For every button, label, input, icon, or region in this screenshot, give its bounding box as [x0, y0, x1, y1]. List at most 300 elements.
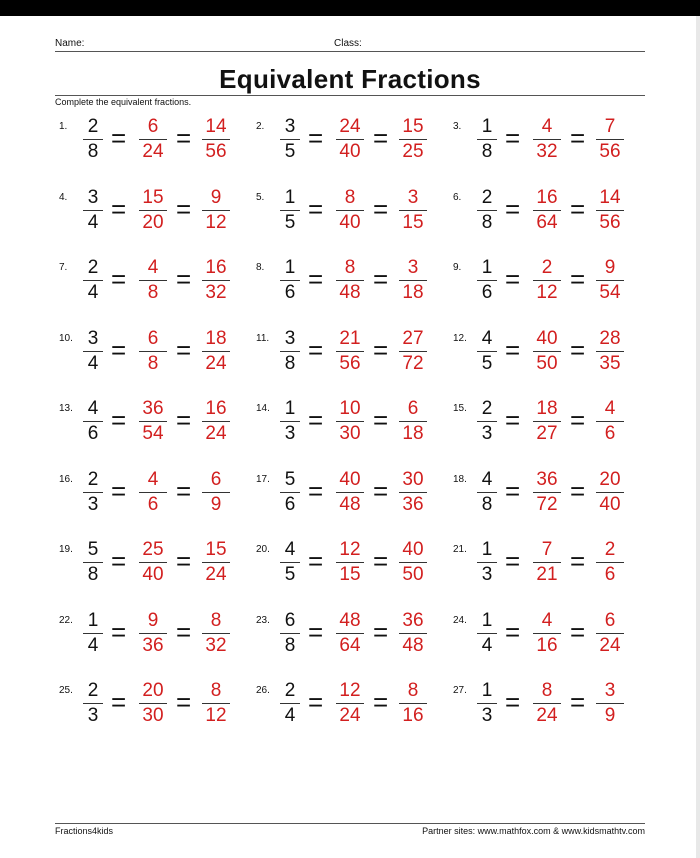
- numerator: 4: [147, 257, 159, 278]
- denominator: 24: [536, 705, 558, 726]
- denominator: 9: [210, 493, 222, 515]
- problem-item: [449, 535, 649, 605]
- denominator: 40: [142, 564, 164, 585]
- equals-sign: =: [176, 616, 192, 647]
- denominator: 21: [536, 564, 558, 585]
- numerator: 3: [604, 680, 616, 701]
- numerator: 7: [541, 539, 553, 560]
- equals-sign: =: [505, 193, 521, 224]
- equals-sign: =: [373, 687, 389, 717]
- problem-item: [252, 324, 452, 394]
- answer-fraction-2: [590, 610, 630, 657]
- equals-sign: =: [176, 264, 192, 294]
- title-divider: [55, 95, 645, 96]
- answer-fraction-2: [590, 539, 630, 586]
- numerator: 14: [205, 116, 227, 137]
- numerator: 4: [541, 609, 553, 631]
- numerator: 2: [87, 116, 99, 137]
- answer-fraction-1: [527, 328, 567, 375]
- given-fraction: [81, 116, 105, 163]
- answer-fraction-1: [330, 257, 370, 304]
- answer-fraction-1: [527, 187, 567, 234]
- numerator: 2: [87, 257, 99, 278]
- equals-sign: =: [308, 475, 324, 506]
- denominator: 8: [481, 493, 493, 515]
- denominator: 6: [284, 493, 296, 515]
- given-fraction: [475, 610, 499, 657]
- equals-sign: =: [111, 193, 127, 224]
- problem-item: [55, 676, 255, 746]
- problem-item: [449, 394, 649, 464]
- denominator: 50: [402, 564, 424, 585]
- denominator: 4: [87, 634, 99, 656]
- equals-sign: =: [176, 123, 192, 153]
- numerator: 40: [402, 539, 424, 560]
- numerator: 21: [339, 327, 361, 349]
- answer-fraction-2: [196, 187, 236, 234]
- equals-sign: =: [505, 264, 521, 294]
- given-fraction: [278, 116, 302, 163]
- numerator: 48: [339, 609, 361, 631]
- problem-item: [252, 394, 452, 464]
- equals-sign: =: [505, 687, 521, 717]
- given-fraction: [475, 116, 499, 163]
- denominator: 12: [205, 211, 227, 233]
- denominator: 24: [205, 564, 227, 585]
- answer-fraction-2: [590, 469, 630, 516]
- answer-fraction-1: [527, 610, 567, 657]
- equals-sign: =: [176, 405, 192, 435]
- numerator: 18: [205, 327, 227, 349]
- answer-fraction-2: [393, 257, 433, 304]
- numerator: 20: [599, 468, 621, 490]
- denominator: 24: [142, 141, 164, 162]
- denominator: 32: [205, 634, 227, 656]
- equals-sign: =: [111, 405, 127, 435]
- given-fraction: [475, 398, 499, 445]
- equals-sign: =: [176, 687, 192, 717]
- answer-fraction-1: [133, 469, 173, 516]
- name-class-line: [55, 36, 645, 52]
- answer-fraction-1: [133, 680, 173, 727]
- problem-item: [449, 676, 649, 746]
- answer-fraction-1: [330, 469, 370, 516]
- numerator: 1: [481, 539, 493, 560]
- answer-fraction-2: [196, 680, 236, 727]
- denominator: 3: [481, 564, 493, 585]
- equals-sign: =: [505, 546, 521, 576]
- numerator: 4: [541, 116, 553, 137]
- answer-fraction-2: [393, 680, 433, 727]
- problem-number: 19.: [59, 544, 73, 555]
- denominator: 24: [205, 352, 227, 374]
- equals-sign: =: [176, 475, 192, 506]
- given-fraction: [278, 398, 302, 445]
- denominator: 24: [339, 705, 361, 726]
- equals-sign: =: [373, 546, 389, 576]
- denominator: 6: [284, 282, 296, 303]
- equals-sign: =: [308, 687, 324, 717]
- numerator: 40: [339, 468, 361, 490]
- problem-item: [55, 394, 255, 464]
- footer-partner-sites: Partner sites: www.mathfox.com & www.kidsmathtv.com: [422, 826, 645, 836]
- denominator: 32: [536, 141, 558, 162]
- numerator: 3: [407, 186, 419, 208]
- numerator: 6: [210, 468, 222, 490]
- answer-fraction-1: [527, 257, 567, 304]
- answer-fraction-2: [590, 116, 630, 163]
- problem-number: 3.: [453, 121, 462, 132]
- problem-number: 15.: [453, 403, 467, 414]
- answer-fraction-1: [330, 610, 370, 657]
- numerator: 4: [284, 539, 296, 560]
- numerator: 5: [87, 539, 99, 560]
- numerator: 24: [339, 116, 361, 137]
- denominator: 3: [87, 493, 99, 515]
- denominator: 3: [481, 705, 493, 726]
- problem-item: [449, 112, 649, 182]
- numerator: 6: [407, 398, 419, 419]
- problem-number: 9.: [453, 262, 462, 273]
- given-fraction: [278, 187, 302, 234]
- problem-number: 10.: [59, 332, 73, 344]
- given-fraction: [278, 680, 302, 727]
- answer-fraction-2: [393, 610, 433, 657]
- numerator: 2: [284, 680, 296, 701]
- denominator: 18: [402, 282, 424, 303]
- given-fraction: [475, 469, 499, 516]
- numerator: 18: [536, 398, 558, 419]
- given-fraction: [278, 469, 302, 516]
- answer-fraction-2: [393, 328, 433, 375]
- denominator: 64: [339, 634, 361, 656]
- problem-number: 18.: [453, 473, 467, 485]
- denominator: 6: [481, 282, 493, 303]
- problem-item: [252, 112, 452, 182]
- numerator: 36: [536, 468, 558, 490]
- numerator: 3: [87, 186, 99, 208]
- denominator: 8: [87, 141, 99, 162]
- denominator: 8: [284, 634, 296, 656]
- problem-item: [252, 253, 452, 323]
- denominator: 5: [481, 352, 493, 374]
- instructions: Complete the equivalent fractions.: [55, 97, 192, 107]
- denominator: 16: [536, 634, 558, 656]
- numerator: 36: [142, 398, 164, 419]
- equals-sign: =: [111, 123, 127, 153]
- denominator: 15: [339, 564, 361, 585]
- numerator: 36: [402, 609, 424, 631]
- answer-fraction-2: [196, 328, 236, 375]
- given-fraction: [278, 539, 302, 586]
- numerator: 12: [339, 539, 361, 560]
- numerator: 4: [87, 398, 99, 419]
- denominator: 4: [87, 282, 99, 303]
- numerator: 6: [284, 609, 296, 631]
- numerator: 2: [481, 186, 493, 208]
- answer-fraction-2: [590, 398, 630, 445]
- denominator: 48: [402, 634, 424, 656]
- denominator: 6: [147, 493, 159, 515]
- given-fraction: [81, 187, 105, 234]
- given-fraction: [81, 257, 105, 304]
- numerator: 40: [536, 327, 558, 349]
- equals-sign: =: [111, 546, 127, 576]
- denominator: 36: [142, 634, 164, 656]
- equals-sign: =: [176, 193, 192, 224]
- problem-item: [252, 183, 452, 253]
- equals-sign: =: [308, 264, 324, 294]
- numerator: 16: [205, 257, 227, 278]
- numerator: 1: [481, 680, 493, 701]
- answer-fraction-1: [133, 116, 173, 163]
- numerator: 2: [604, 539, 616, 560]
- equals-sign: =: [176, 546, 192, 576]
- denominator: 32: [205, 282, 227, 303]
- numerator: 20: [142, 680, 164, 701]
- denominator: 56: [205, 141, 227, 162]
- equals-sign: =: [308, 616, 324, 647]
- equals-sign: =: [176, 334, 192, 365]
- problem-item: [55, 606, 255, 676]
- denominator: 8: [147, 352, 159, 374]
- answer-fraction-1: [133, 539, 173, 586]
- problem-item: [449, 183, 649, 253]
- answer-fraction-1: [330, 539, 370, 586]
- numerator: 9: [147, 609, 159, 631]
- denominator: 8: [481, 211, 493, 233]
- answer-fraction-1: [527, 116, 567, 163]
- problem-number: 23.: [256, 614, 270, 626]
- numerator: 1: [284, 257, 296, 278]
- numerator: 8: [344, 257, 356, 278]
- problem-item: [252, 676, 452, 746]
- equals-sign: =: [308, 405, 324, 435]
- denominator: 3: [284, 423, 296, 444]
- footer-brand: Fractions4kids: [55, 826, 114, 836]
- answer-fraction-1: [330, 328, 370, 375]
- equals-sign: =: [373, 193, 389, 224]
- denominator: 3: [481, 423, 493, 444]
- denominator: 72: [536, 493, 558, 515]
- denominator: 48: [339, 493, 361, 515]
- denominator: 35: [599, 352, 621, 374]
- equals-sign: =: [505, 475, 521, 506]
- given-fraction: [278, 610, 302, 657]
- denominator: 24: [205, 423, 227, 444]
- equals-sign: =: [373, 475, 389, 506]
- given-fraction: [278, 257, 302, 304]
- numerator: 1: [481, 257, 493, 278]
- numerator: 25: [142, 539, 164, 560]
- given-fraction: [81, 328, 105, 375]
- numerator: 14: [599, 186, 621, 208]
- problem-number: 7.: [59, 262, 68, 273]
- answer-fraction-2: [590, 680, 630, 727]
- denominator: 5: [284, 211, 296, 233]
- answer-fraction-2: [196, 257, 236, 304]
- problem-item: [55, 324, 255, 394]
- numerator: 6: [147, 116, 159, 137]
- denominator: 6: [604, 423, 616, 444]
- numerator: 3: [87, 327, 99, 349]
- equals-sign: =: [505, 405, 521, 435]
- given-fraction: [475, 680, 499, 727]
- problem-number: 5.: [256, 191, 265, 203]
- answer-fraction-2: [393, 469, 433, 516]
- problem-item: [449, 606, 649, 676]
- denominator: 18: [402, 423, 424, 444]
- denominator: 4: [87, 352, 99, 374]
- numerator: 1: [87, 609, 99, 631]
- equals-sign: =: [570, 616, 586, 647]
- problem-item: [449, 465, 649, 535]
- problem-number: 27.: [453, 685, 467, 696]
- page-title: Equivalent Fractions: [219, 64, 481, 94]
- numerator: 16: [205, 398, 227, 419]
- denominator: 50: [536, 352, 558, 374]
- numerator: 2: [87, 468, 99, 490]
- answer-fraction-1: [133, 328, 173, 375]
- denominator: 25: [402, 141, 424, 162]
- problem-item: [252, 535, 452, 605]
- denominator: 6: [604, 564, 616, 585]
- answer-fraction-1: [133, 610, 173, 657]
- equals-sign: =: [505, 616, 521, 647]
- given-fraction: [475, 257, 499, 304]
- equals-sign: =: [111, 264, 127, 294]
- denominator: 20: [142, 211, 164, 233]
- answer-fraction-1: [133, 398, 173, 445]
- answer-fraction-1: [330, 187, 370, 234]
- equals-sign: =: [505, 123, 521, 153]
- given-fraction: [81, 610, 105, 657]
- denominator: 8: [87, 564, 99, 585]
- answer-fraction-2: [196, 610, 236, 657]
- problem-item: [55, 183, 255, 253]
- answer-fraction-1: [527, 539, 567, 586]
- answer-fraction-1: [527, 680, 567, 727]
- numerator: 27: [402, 327, 424, 349]
- numerator: 10: [339, 398, 361, 419]
- problem-number: 22.: [59, 614, 73, 626]
- equals-sign: =: [570, 546, 586, 576]
- numerator: 8: [541, 680, 553, 701]
- equals-sign: =: [373, 123, 389, 153]
- denominator: 5: [284, 564, 296, 585]
- problem-number: 4.: [59, 191, 68, 203]
- denominator: 72: [402, 352, 424, 374]
- numerator: 8: [407, 680, 419, 701]
- numerator: 4: [481, 468, 493, 490]
- numerator: 2: [87, 680, 99, 701]
- problem-number: 16.: [59, 473, 73, 485]
- numerator: 15: [142, 186, 164, 208]
- numerator: 30: [402, 468, 424, 490]
- equals-sign: =: [570, 123, 586, 153]
- answer-fraction-1: [330, 116, 370, 163]
- given-fraction: [475, 328, 499, 375]
- numerator: 15: [402, 116, 424, 137]
- numerator: 4: [481, 327, 493, 349]
- page-edge-shadow: [696, 16, 700, 858]
- given-fraction: [278, 328, 302, 375]
- problem-number: 1.: [59, 121, 68, 132]
- equals-sign: =: [373, 616, 389, 647]
- numerator: 1: [284, 186, 296, 208]
- equals-sign: =: [570, 334, 586, 365]
- problem-number: 24.: [453, 614, 467, 626]
- denominator: 24: [599, 634, 621, 656]
- numerator: 5: [284, 468, 296, 490]
- given-fraction: [81, 398, 105, 445]
- problem-number: 21.: [453, 544, 467, 555]
- equals-sign: =: [570, 475, 586, 506]
- answer-fraction-2: [393, 116, 433, 163]
- denominator: 54: [599, 282, 621, 303]
- denominator: 4: [481, 634, 493, 656]
- answer-fraction-2: [196, 469, 236, 516]
- equals-sign: =: [373, 334, 389, 365]
- given-fraction: [81, 469, 105, 516]
- equals-sign: =: [308, 193, 324, 224]
- numerator: 12: [339, 680, 361, 701]
- equals-sign: =: [570, 405, 586, 435]
- given-fraction: [81, 680, 105, 727]
- numerator: 15: [205, 539, 227, 560]
- given-fraction: [475, 539, 499, 586]
- problem-number: 12.: [453, 332, 467, 344]
- problem-item: [252, 606, 452, 676]
- answer-fraction-2: [590, 257, 630, 304]
- equals-sign: =: [570, 687, 586, 717]
- numerator: 2: [541, 257, 553, 278]
- answer-fraction-2: [393, 187, 433, 234]
- equals-sign: =: [505, 334, 521, 365]
- answer-fraction-1: [133, 187, 173, 234]
- problem-number: 14.: [256, 403, 270, 414]
- numerator: 8: [210, 609, 222, 631]
- equals-sign: =: [570, 264, 586, 294]
- numerator: 6: [147, 327, 159, 349]
- numerator: 16: [536, 186, 558, 208]
- numerator: 4: [147, 468, 159, 490]
- denominator: 3: [87, 705, 99, 726]
- problem-number: 20.: [256, 544, 270, 555]
- numerator: 1: [481, 609, 493, 631]
- denominator: 4: [87, 211, 99, 233]
- answer-fraction-2: [196, 116, 236, 163]
- numerator: 3: [284, 327, 296, 349]
- denominator: 12: [536, 282, 558, 303]
- denominator: 56: [339, 352, 361, 374]
- answer-fraction-2: [196, 398, 236, 445]
- problem-item: [449, 324, 649, 394]
- footer-divider: [55, 823, 645, 824]
- equals-sign: =: [111, 616, 127, 647]
- denominator: 8: [481, 141, 493, 162]
- denominator: 30: [339, 423, 361, 444]
- denominator: 12: [205, 705, 227, 726]
- numerator: 28: [599, 327, 621, 349]
- problem-item: [55, 465, 255, 535]
- numerator: 9: [210, 186, 222, 208]
- denominator: 36: [402, 493, 424, 515]
- answer-fraction-1: [133, 257, 173, 304]
- numerator: 8: [344, 186, 356, 208]
- answer-fraction-2: [196, 539, 236, 586]
- answer-fraction-2: [590, 328, 630, 375]
